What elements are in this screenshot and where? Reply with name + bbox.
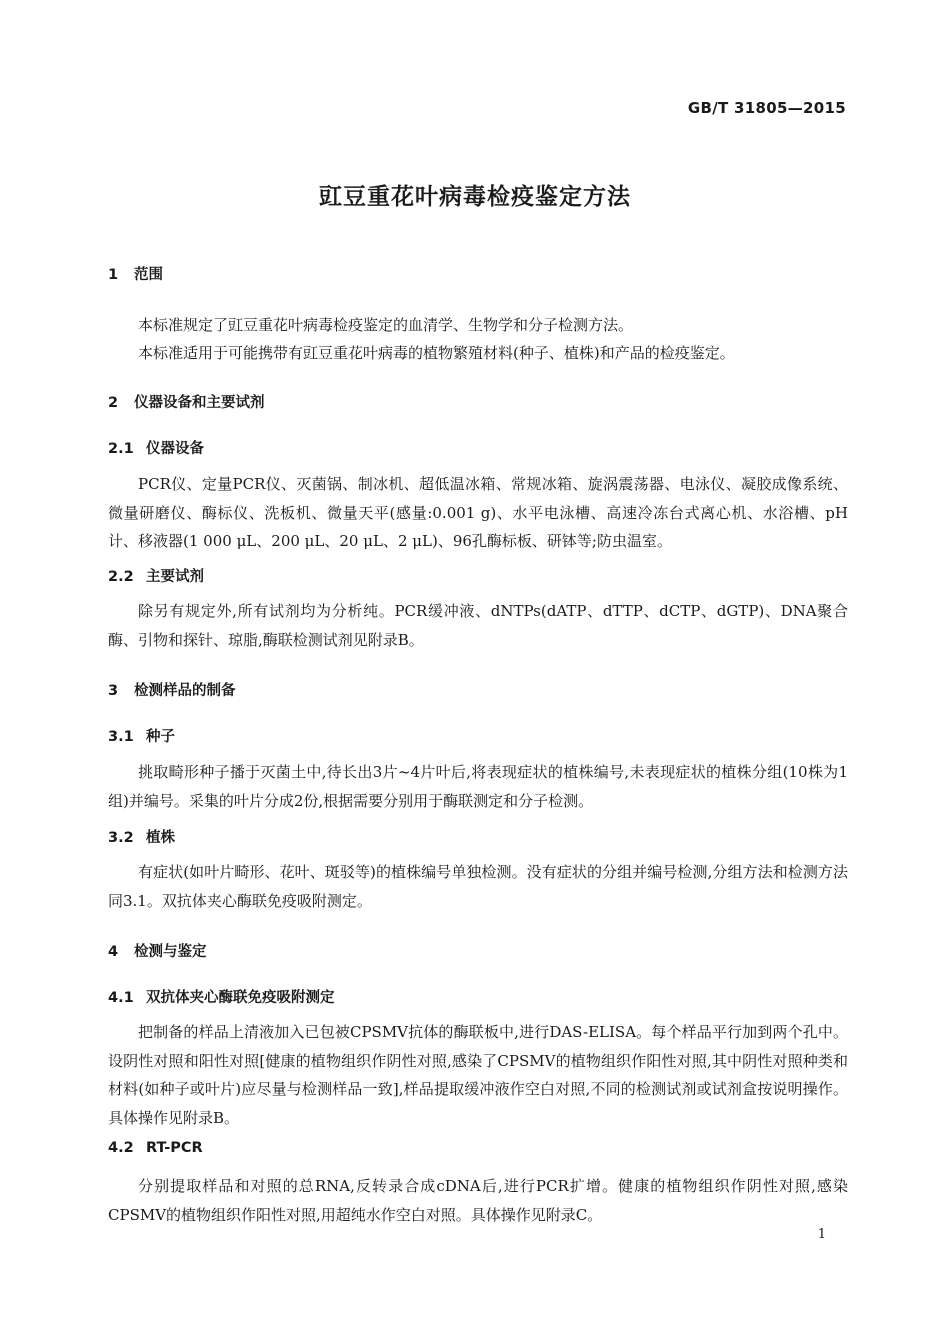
section-number: 3 bbox=[108, 683, 119, 699]
section-title: 检测样品的制备 bbox=[134, 683, 236, 699]
section-1-heading bbox=[108, 263, 163, 284]
section-title: RT-PCR bbox=[146, 1140, 203, 1156]
section-title: 仪器设备和主要试剂 bbox=[134, 395, 265, 411]
section-4-1-heading bbox=[108, 986, 335, 1007]
section-number: 1 bbox=[108, 267, 119, 283]
document-title: 豇豆重花叶病毒检疫鉴定方法 bbox=[319, 184, 631, 210]
section-title: 检测与鉴定 bbox=[134, 944, 207, 960]
section-2-2-heading bbox=[108, 565, 204, 586]
section-title: 仪器设备 bbox=[146, 441, 204, 457]
section-title: 主要试剂 bbox=[146, 569, 204, 585]
section-title: 双抗体夹心酶联免疫吸附测定 bbox=[146, 990, 335, 1006]
section-title: 植株 bbox=[146, 830, 175, 846]
section-4-2-heading bbox=[108, 1140, 203, 1156]
paragraph: 本标准规定了豇豆重花叶病毒检疫鉴定的血清学、生物学和分子检测方法。 bbox=[138, 316, 634, 334]
paragraph: 挑取畸形种子播于灭菌土中,待长出3片~4片叶后,将表现症状的植株编号,未表现症状的植株分组(10株为1组)并编号。采集的叶片分成2份,根据需要分别用于酶联测定和分子检测。 bbox=[108, 763, 848, 810]
page-number: 1 bbox=[817, 1227, 826, 1242]
section-2-1-heading bbox=[108, 437, 204, 458]
standard-code: GB/T 31805—2015 bbox=[687, 99, 846, 117]
section-number: 2 bbox=[108, 395, 119, 411]
section-3-heading bbox=[108, 679, 236, 700]
section-number: 3.1 bbox=[108, 729, 134, 745]
section-title: 范围 bbox=[134, 267, 163, 283]
section-number: 2.2 bbox=[108, 569, 134, 585]
paragraph: 有症状(如叶片畸形、花叶、斑驳等)的植株编号单独检测。没有症状的分组并编号检测,分组方法和检测方法同3.1。双抗体夹心酶联免疫吸附测定。 bbox=[108, 863, 848, 910]
paragraph: 分别提取样品和对照的总RNA,反转录合成cDNA后,进行PCR扩增。健康的植物组织作阴性对照,感染CPSMV的植物组织作阳性对照,用超纯水作空白对照。具体操作见附录C。 bbox=[108, 1177, 848, 1224]
section-2-heading bbox=[108, 391, 265, 412]
section-3-2-heading bbox=[108, 826, 175, 847]
paragraph: 本标准适用于可能携带有豇豆重花叶病毒的植物繁殖材料(种子、植株)和产品的检疫鉴定。 bbox=[138, 344, 735, 362]
section-number: 2.1 bbox=[108, 441, 134, 457]
section-number: 3.2 bbox=[108, 830, 134, 846]
section-number: 4.1 bbox=[108, 990, 134, 1006]
section-title: 种子 bbox=[146, 729, 175, 745]
section-number: 4 bbox=[108, 944, 119, 960]
section-3-1-heading bbox=[108, 725, 175, 746]
paragraph: 把制备的样品上清液加入已包被CPSMV抗体的酶联板中,进行DAS-ELISA。每个样品平行加到两个孔中。设阴性对照和阳性对照[健康的植物组织作阴性对照,感染了CPSMV的植物组织作阳性对照,其中阴性对照种类和材料(如种子或叶片)应尽量与检测样品一致],样品提取缓冲液作空白对照,不同的检测试剂或试剂盒按说明操作。具体操作见附录B。 bbox=[108, 1023, 848, 1127]
paragraph: PCR仪、定量PCR仪、灭菌锅、制冰机、超低温冰箱、常规冰箱、旋涡震荡器、电泳仪、凝胶成像系统、微量研磨仪、酶标仪、洗板机、微量天平(感量:0.001 g)、水平电泳槽、高速冷冻台式离心机、水浴槽、pH计、移液器(1 000 μL、200 μL、20 μL、2 μL)、96孔酶标板、研钵等;防虫温室。 bbox=[108, 475, 848, 550]
section-4-heading bbox=[108, 940, 207, 961]
section-number: 4.2 bbox=[108, 1140, 134, 1156]
paragraph: 除另有规定外,所有试剂均为分析纯。PCR缓冲液、dNTPs(dATP、dTTP、dCTP、dGTP)、DNA聚合酶、引物和探针、琼脂,酶联检测试剂见附录B。 bbox=[108, 602, 848, 649]
